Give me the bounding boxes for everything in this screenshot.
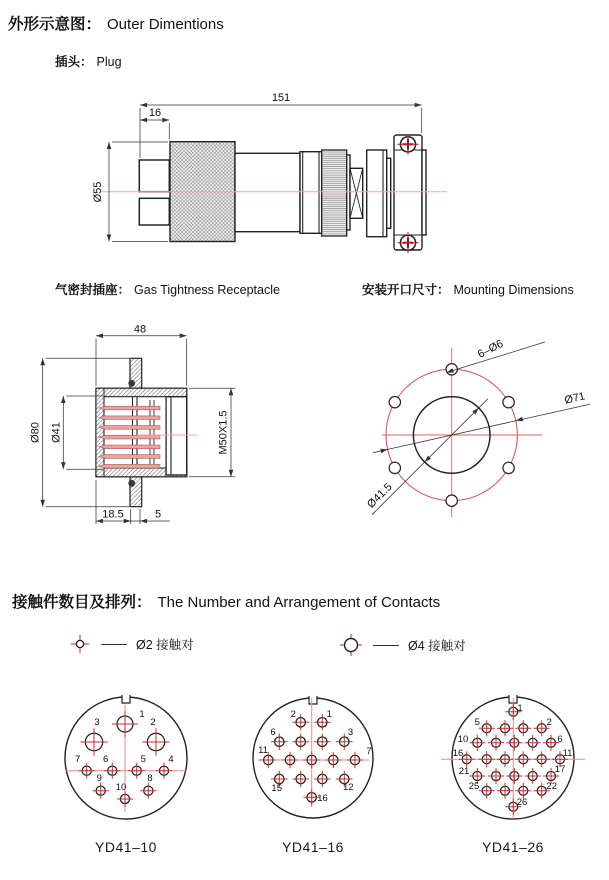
contact-number-10: 10: [457, 734, 469, 745]
legend-dash: [101, 644, 127, 645]
connector-yd41-10: [46, 684, 206, 855]
legend-label-small: Ø2 接触对: [136, 638, 194, 652]
legend-item-large-contact: [338, 632, 466, 658]
contacts-title: [12, 590, 440, 612]
connector-name: YD41–26: [482, 839, 544, 855]
contact-number-5: 5: [140, 754, 146, 765]
receptacle-dim-flange-width: 5: [154, 508, 162, 521]
connector-face-yd41-16: [233, 684, 393, 834]
mounting-drawing: [365, 330, 605, 530]
receptacle-dim-outer-dia: Ø80: [29, 422, 42, 443]
plug-dim-total-length: 151: [271, 92, 291, 104]
contact-number-9: 9: [96, 773, 102, 784]
contacts-title-zh: 接触件数目及排列：: [12, 594, 152, 611]
contact-number-2: 2: [546, 717, 552, 728]
contact-number-6: 6: [270, 727, 276, 738]
mounting-dim-bolt-circle: Ø71: [563, 390, 587, 407]
receptacle-label-en: Gas Tightness Receptacle: [134, 283, 280, 297]
connector-name: YD41–16: [282, 839, 344, 855]
receptacle-dim-flange-offset: 18.5: [102, 508, 124, 521]
receptacle-dim-length: 48: [133, 325, 147, 336]
plug-label-zh: 插头：: [55, 55, 93, 69]
legend-label-large: Ø4 接触对: [408, 639, 466, 653]
mounting-label: [362, 280, 574, 298]
contact-number-10: 10: [115, 782, 127, 793]
connector-yd41-26: [433, 684, 593, 855]
contact-number-6: 6: [557, 734, 563, 745]
plug-label-en: Plug: [96, 55, 122, 69]
o-ring-top: [128, 380, 135, 387]
contacts-title-en: The Number and Arrangement of Contacts: [157, 594, 441, 611]
receptacle-dim-thread: M50X1.5: [217, 410, 230, 455]
contact-number-7: 7: [75, 754, 81, 765]
contact-number-17: 17: [554, 764, 566, 775]
contact-number-11: 11: [562, 748, 573, 759]
large-contact-symbol-icon: [338, 632, 364, 658]
contact-number-15: 15: [271, 783, 282, 794]
mounting-label-en: Mounting Dimensions: [453, 283, 574, 297]
contact-number-8: 8: [147, 773, 153, 784]
contact-number-4: 4: [168, 754, 174, 765]
contact-number-1: 1: [139, 709, 145, 720]
contact-number-7: 7: [366, 746, 372, 757]
plug-dim-front-length: 16: [148, 107, 162, 119]
contact-number-22: 22: [546, 781, 557, 792]
connector-face-yd41-10: [46, 684, 206, 834]
mounting-label-zh: 安装开口尺寸：: [362, 283, 450, 297]
contact-number-25: 25: [468, 781, 480, 792]
connector-face-yd41-26: [433, 684, 593, 834]
contact-number-11: 11: [258, 745, 268, 756]
contact-number-16: 16: [317, 793, 328, 804]
receptacle-label: [55, 280, 280, 298]
small-contact-symbol-icon: [68, 632, 92, 656]
page-title-zh: 外形示意图：: [8, 16, 102, 33]
contact-number-2: 2: [290, 709, 296, 720]
keyway-notch: [122, 695, 130, 703]
contact-number-2: 2: [150, 717, 156, 728]
contact-number-26: 26: [516, 797, 528, 808]
mounting-dim-opening: Ø41.5: [365, 481, 395, 511]
contact-number-3: 3: [347, 727, 354, 738]
o-ring-bottom: [128, 480, 135, 487]
receptacle-dim-inner-dia: Ø41: [50, 422, 63, 443]
plug-outline-drawing: [85, 88, 480, 265]
contact-number-6: 6: [103, 754, 109, 765]
keyway-notch: [309, 696, 317, 704]
contact-number-3: 3: [94, 717, 100, 728]
contact-number-21: 21: [458, 766, 470, 777]
mounting-dim-holes: 6–Ø6: [475, 337, 506, 361]
page-title: [8, 12, 224, 34]
legend-dash: [373, 645, 399, 646]
connector-name: YD41–10: [95, 839, 157, 855]
legend-item-small-contact: [68, 632, 194, 656]
contact-number-16: 16: [452, 748, 464, 759]
contact-number-1: 1: [517, 703, 523, 714]
receptacle-drawing: [25, 325, 310, 530]
contact-number-12: 12: [343, 782, 354, 793]
plug-dim-diameter: Ø55: [92, 181, 104, 203]
page-title-en: Outer Dimentions: [107, 16, 224, 33]
plug-label: [55, 52, 122, 70]
contact-number-5: 5: [474, 717, 480, 728]
receptacle-label-zh: 气密封插座：: [55, 283, 131, 297]
connector-yd41-16: [233, 684, 393, 855]
contact-number-1: 1: [326, 709, 332, 720]
